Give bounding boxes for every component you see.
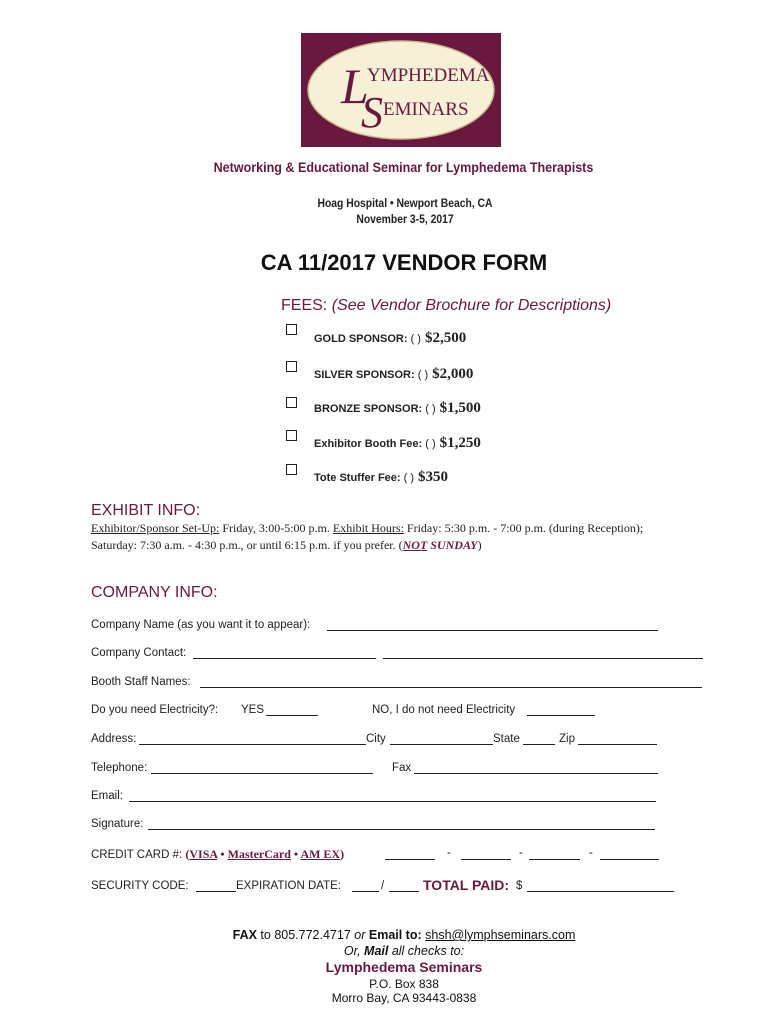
exhibit-schedule-line2: Saturday: 7:30 a.m. - 4:30 p.m., or until 6:15 p.m. if you prefer. (NOT SUNDAY) <box>91 538 482 552</box>
venue: Hoag Hospital • Newport Beach, CA <box>317 198 493 210</box>
company-contact-field-2[interactable] <box>383 658 703 659</box>
logo-initial-s: S <box>361 88 383 137</box>
mail-city: Morro Bay, CA 93443-0838 <box>331 991 477 1005</box>
exhibit-info-heading: EXHIBIT INFO: <box>91 502 201 519</box>
company-contact-label: Company Contact: <box>91 647 187 659</box>
logo-initial-l: L <box>341 58 369 114</box>
electricity-yes-label: YES <box>241 704 265 716</box>
bronze-checkbox[interactable] <box>286 397 297 408</box>
cc-field-4[interactable] <box>600 859 659 860</box>
telephone-field[interactable] <box>151 773 373 774</box>
email-field[interactable] <box>129 801 656 802</box>
fee-price: $2,500 <box>424 330 467 346</box>
cc-field-3[interactable] <box>529 859 580 860</box>
submit-instructions: FAX to 805.772.4717 or Email to: shsh@lymphseminars.com <box>232 928 576 942</box>
signature-label: Signature: <box>91 818 144 830</box>
fee-price: $350 <box>418 469 449 485</box>
fee-label: Tote Stuffer Fee: <box>314 472 401 484</box>
electricity-no-label: NO, I do not need Electricity <box>372 704 516 716</box>
electricity-question: Do you need Electricity?: <box>91 704 219 716</box>
electricity-yes-field[interactable] <box>266 715 318 716</box>
electricity-no-field[interactable] <box>527 715 595 716</box>
fee-price: $1,500 <box>439 400 481 416</box>
fee-label: SILVER SPONSOR: <box>314 369 415 381</box>
silver-checkbox[interactable] <box>286 361 297 372</box>
fax-label: Fax <box>392 762 412 774</box>
mail-instructions: Or, Mail all checks to: <box>343 944 465 958</box>
address-field[interactable] <box>139 744 366 745</box>
state-label: State <box>493 733 520 745</box>
total-paid-field[interactable] <box>527 891 674 892</box>
company-contact-field[interactable] <box>193 658 376 659</box>
logo-line1: YMPHEDEMA <box>367 65 490 86</box>
gold-checkbox[interactable] <box>286 324 297 335</box>
city-field[interactable] <box>390 744 493 745</box>
email-link[interactable]: shsh@lymphseminars.com <box>425 928 576 942</box>
event-dates: November 3-5, 2017 <box>356 214 454 226</box>
expiration-year-field[interactable] <box>389 891 419 892</box>
logo-line2: EMINARS <box>383 99 469 120</box>
credit-card-label: CREDIT CARD #: (VISA • MasterCard • AM EX) <box>91 847 345 861</box>
company-name-field[interactable] <box>327 630 658 631</box>
fee-label: GOLD SPONSOR: <box>314 333 408 345</box>
company-info-heading: COMPANY INFO: <box>91 584 218 601</box>
fee-label: BRONZE SPONSOR: <box>314 403 423 415</box>
company-name-label: Company Name (as you want it to appear): <box>91 619 311 631</box>
booth-staff-label: Booth Staff Names: <box>91 676 191 688</box>
state-field[interactable] <box>523 744 555 745</box>
lymphedema-seminars-logo <box>301 33 501 147</box>
po-box: P.O. Box 838 <box>369 977 439 991</box>
fee-label: Exhibitor Booth Fee: <box>314 438 423 450</box>
zip-label: Zip <box>559 733 575 745</box>
cc-field-2[interactable] <box>461 859 511 860</box>
fee-price: $1,250 <box>439 435 481 451</box>
fee-price: $2,000 <box>432 366 474 382</box>
expiration-month-field[interactable] <box>352 891 379 892</box>
expiration-label: EXPIRATION DATE: <box>236 880 342 892</box>
accepted-cards: (VISA • MasterCard • AM EX) <box>185 847 345 861</box>
city-label: City <box>366 733 386 745</box>
address-label: Address: <box>91 733 137 745</box>
total-paid-label: TOTAL PAID: <box>423 877 510 893</box>
org-name: Lymphedema Seminars <box>325 959 483 975</box>
booth-checkbox[interactable] <box>286 430 297 441</box>
email-label: Email: <box>91 790 123 802</box>
telephone-label: Telephone: <box>91 762 148 774</box>
fax-field[interactable] <box>414 773 658 774</box>
cc-field-1[interactable] <box>385 859 435 860</box>
seminar-subtitle: Networking & Educational Seminar for Lymphedema Therapists <box>213 160 594 175</box>
booth-staff-field[interactable] <box>200 687 702 688</box>
signature-field[interactable] <box>148 829 655 830</box>
security-code-label: SECURITY CODE: <box>91 880 189 892</box>
exhibit-schedule-line1: Exhibitor/Sponsor Set-Up: Friday, 3:00-5:00 p.m. Exhibit Hours: Friday: 5:30 p.m. - 7:00 p.m. (during Reception); <box>91 521 644 535</box>
form-title: CA 11/2017 VENDOR FORM <box>260 250 548 275</box>
tote-checkbox[interactable] <box>286 464 297 475</box>
security-code-field[interactable] <box>196 891 236 892</box>
fees-heading: FEES: (See Vendor Brochure for Descriptions) <box>281 297 612 314</box>
zip-field[interactable] <box>578 744 657 745</box>
